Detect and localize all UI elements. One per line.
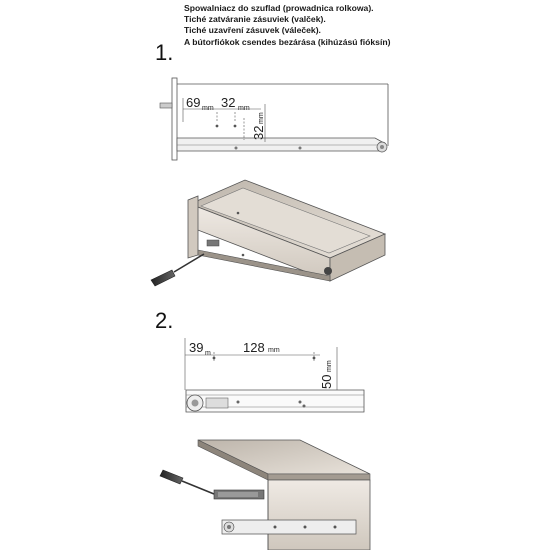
step1-dim-32v: 32	[251, 125, 266, 140]
step2-unit-a: m	[205, 350, 211, 357]
step1-profile-drawing	[160, 78, 388, 160]
step2-unit-c: mm	[326, 360, 333, 372]
step1-unit-c: mm	[258, 112, 265, 124]
step2-dim-50: 50	[319, 374, 334, 389]
step1-dim-69: 69	[186, 95, 201, 110]
caption-hungarian: A bútorfiókok csendes bezárása (kihúzású fióksín)	[184, 36, 391, 47]
step1-drawer-drawing	[151, 180, 385, 286]
step-1-number: 1.	[155, 40, 174, 65]
step1-unit-b: mm	[238, 105, 250, 112]
step-2-number: 2.	[155, 308, 174, 333]
step2-cabinet-drawing	[160, 440, 370, 550]
caption-czech: Tiché uzavření zásuvek (váleček).	[184, 25, 321, 36]
step1-dim-32h: 32	[221, 95, 236, 110]
caption-slovak: Tiché zatváranie zásuviek (valček).	[184, 14, 326, 25]
step1-unit-a: mm	[202, 105, 214, 112]
step2-dim-39: 39	[189, 340, 204, 355]
step2-unit-b: mm	[268, 347, 280, 354]
step2-dim-128: 128	[243, 340, 265, 355]
caption-polish: Spowalniacz do szuflad (prowadnica rolkowa).	[184, 3, 374, 13]
